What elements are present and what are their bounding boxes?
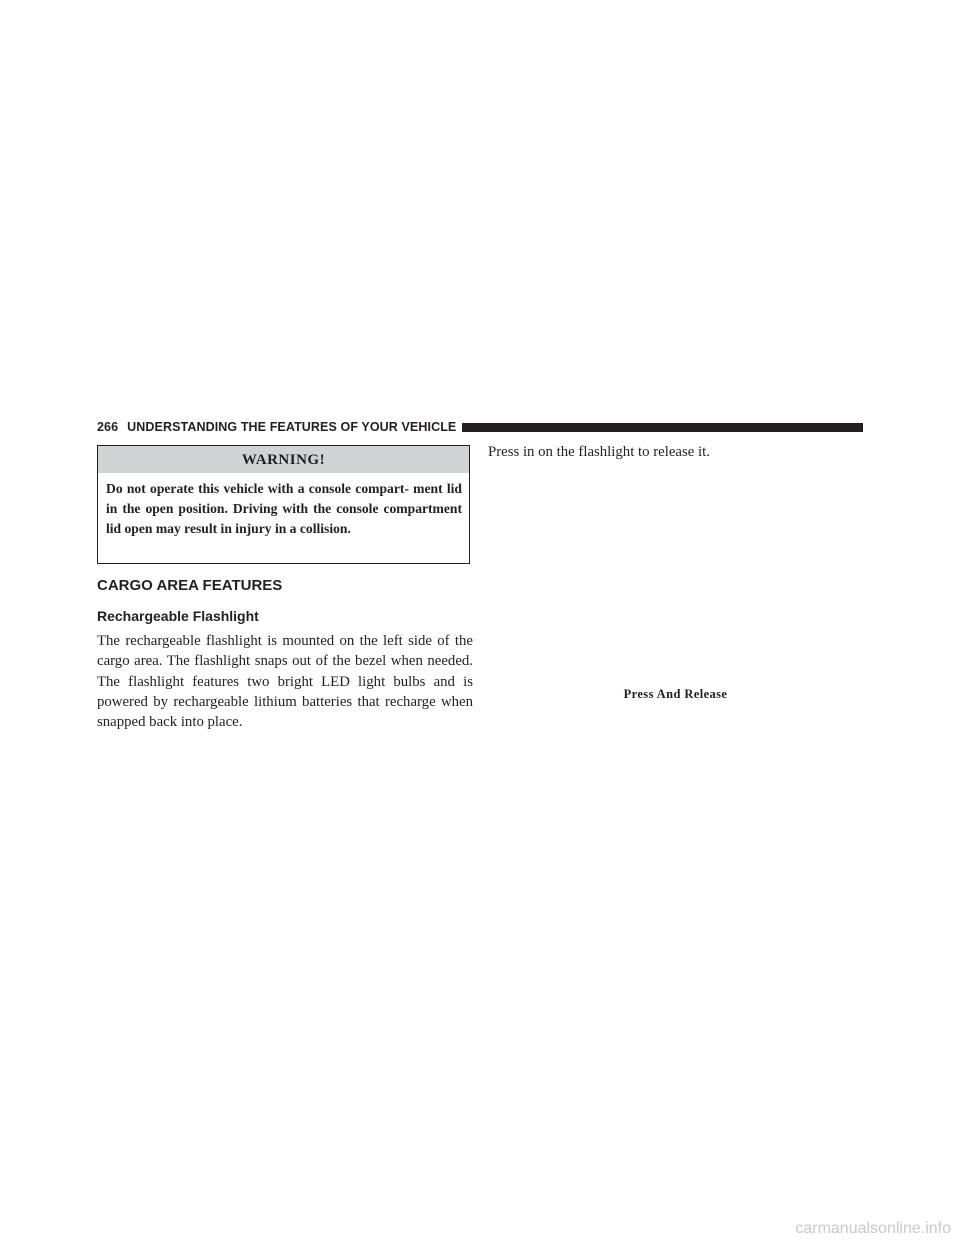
warning-text: Do not operate this vehicle with a console compart- ment lid in the open position. Driving with the console compartment lid open may result in injury in a collision. (106, 481, 462, 536)
section-heading: CARGO AREA FEATURES (97, 577, 283, 594)
right-paragraph: Press in on the flashlight to release it. (488, 444, 710, 460)
figure-image-area (488, 470, 863, 682)
section-title: UNDERSTANDING THE FEATURES OF YOUR VEHICLE (127, 420, 457, 434)
body-paragraph: The rechargeable flashlight is mounted on the left side of the cargo area. The flashlight snaps out of the bezel when needed. The flashlight features two bright LED light bulbs and is powered by rechargeable lithium batteries that recharge when snapped back into place. (97, 633, 473, 731)
watermark: carmanualsonline.info (795, 1220, 951, 1237)
subsection-heading: Rechargeable Flashlight (97, 608, 259, 624)
warning-title: WARNING! (98, 446, 469, 473)
page-header (97, 417, 863, 437)
page-number: 266 (97, 420, 119, 434)
figure-caption: Press And Release (623, 687, 728, 701)
header-rule (462, 423, 863, 432)
warning-box (97, 445, 470, 564)
